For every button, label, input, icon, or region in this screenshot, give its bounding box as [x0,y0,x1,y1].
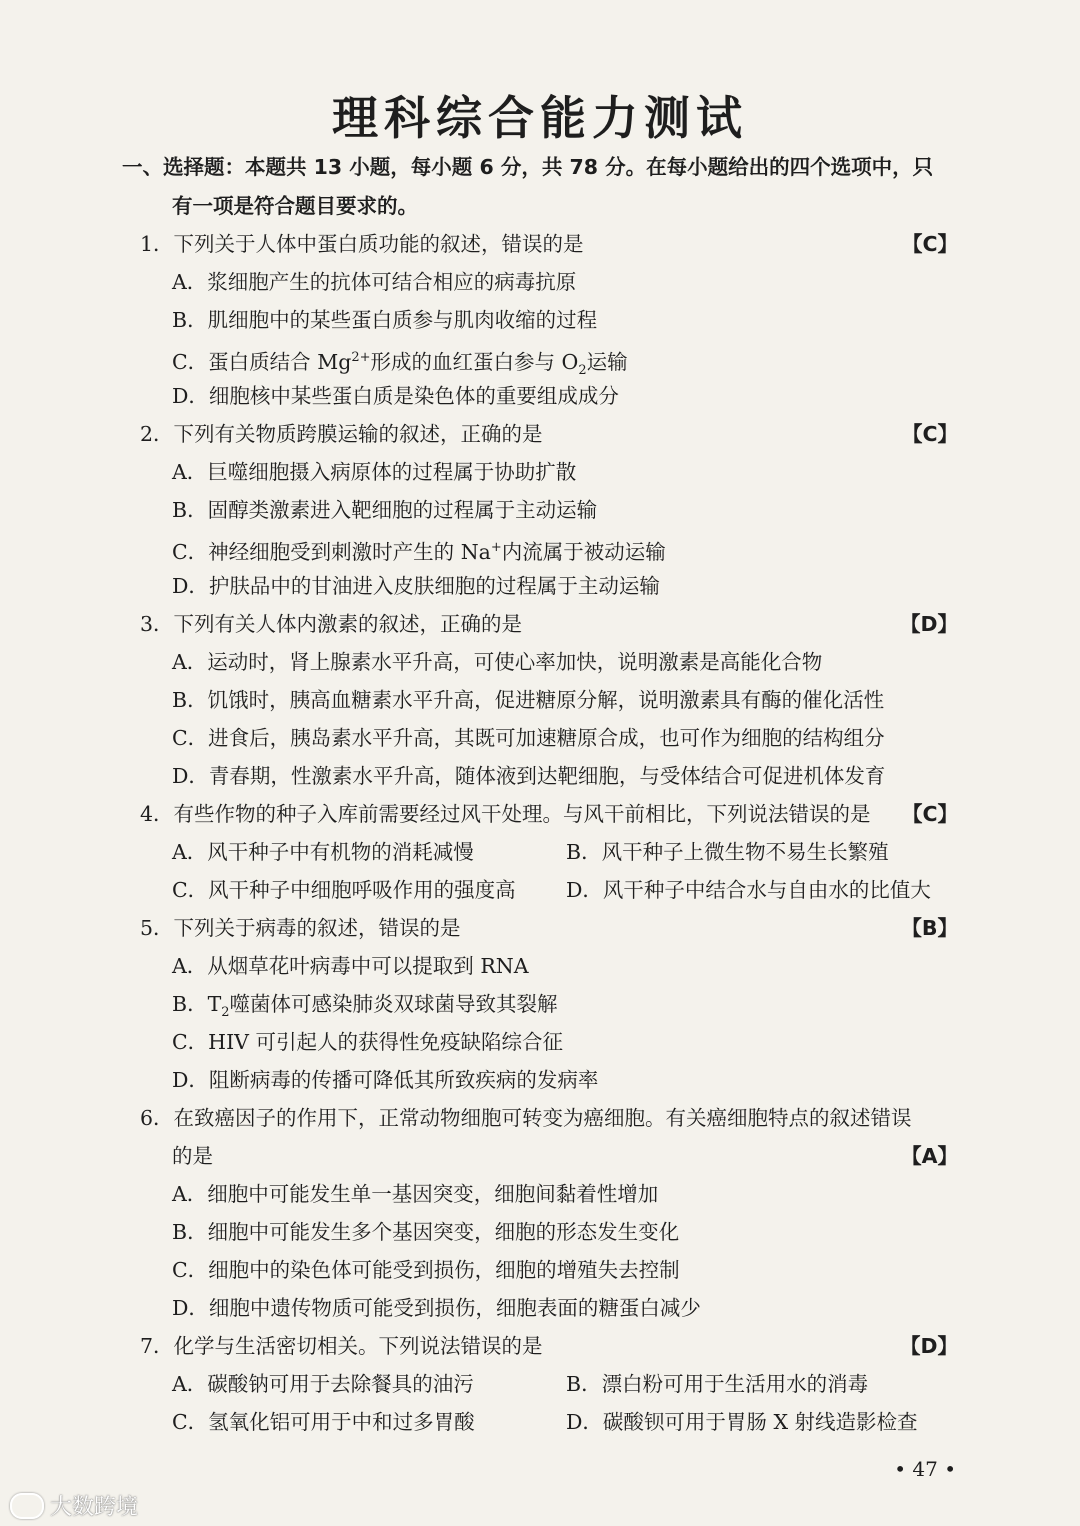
question-3-option-b: B．饥饿时，胰高血糖素水平升高，促进糖原分解，说明激素具有酶的催化活性 [172,688,885,712]
question-1-option-c: C．蛋白质结合 $Mg^{2+}$形成的血红蛋白参与 $O_2$运输 [172,349,628,378]
question-2-stem: 2．下列有关物质跨膜运输的叙述，正确的是 [140,422,543,446]
question-2-option-b: B．固醇类激素进入靶细胞的过程属于主动运输 [172,498,598,522]
question-6-stem-continued: 的是 [172,1144,213,1168]
question-3-answer: 【D】 [899,612,958,636]
question-7-option-a: A．碳酸钠可用于去除餐具的油污 [172,1372,474,1396]
question-3-option-a: A．运动时，肾上腺素水平升高，可使心率加快，说明激素是高能化合物 [172,650,823,674]
question-4-answer: 【C】 [901,802,958,826]
question-4-option-a: A．风干种子中有机物的消耗减慢 [172,840,474,864]
question-6-option-a: A．细胞中可能发生单一基因突变，细胞间黏着性增加 [172,1182,659,1206]
question-1-option-d: D．细胞核中某些蛋白质是染色体的重要组成成分 [172,384,619,408]
page-number: • 47 • [894,1457,956,1481]
question-4-stem: 4．有些作物的种子入库前需要经过风干处理。与风干前相比，下列说法错误的是 [140,802,871,826]
question-3-stem: 3．下列有关人体内激素的叙述，正确的是 [140,612,523,636]
question-7-option-b: B．漂白粉可用于生活用水的消毒 [566,1372,869,1396]
question-5-option-c: C．HIV 可引起人的获得性免疫缺陷综合征 [172,1030,563,1054]
watermark-logo-icon [10,1493,44,1519]
section-instructions-line2: 有一项是符合题目要求的。 [172,194,418,218]
question-7-stem: 7．化学与生活密切相关。下列说法错误的是 [140,1334,543,1358]
question-7-option-d: D．碳酸钡可用于胃肠 X 射线造影检查 [566,1410,918,1434]
question-5-option-a: A．从烟草花叶病毒中可以提取到 RNA [172,954,529,978]
question-6-option-b: B．细胞中可能发生多个基因突变，细胞的形态发生变化 [172,1220,680,1244]
question-2-answer: 【C】 [901,422,958,446]
question-2-option-a: A．巨噬细胞摄入病原体的过程属于协助扩散 [172,460,577,484]
watermark [10,1490,138,1521]
question-5-option-d: D．阻断病毒的传播可降低其所致疾病的发病率 [172,1068,599,1092]
question-1-stem: 1．下列关于人体中蛋白质功能的叙述，错误的是 [140,232,584,256]
question-2-option-c: C．神经细胞受到刺激时产生的 Na+内流属于被动运输 [172,539,666,564]
question-4-option-c: C．风干种子中细胞呼吸作用的强度高 [172,878,516,902]
question-4-option-d: D．风干种子中结合水与自由水的比值大 [566,878,931,902]
question-5-answer: 【B】 [901,916,958,940]
question-7-answer: 【D】 [899,1334,958,1358]
question-1-option-a: A．浆细胞产生的抗体可结合相应的病毒抗原 [172,270,577,294]
question-3-option-c: C．进食后，胰岛素水平升高，其既可加速糖原合成，也可作为细胞的结构组分 [172,726,885,750]
question-6-stem: 6．在致癌因子的作用下，正常动物细胞可转变为癌细胞。有关癌细胞特点的叙述错误 [140,1106,912,1130]
question-1-option-b: B．肌细胞中的某些蛋白质参与肌肉收缩的过程 [172,308,598,332]
page-title: 理科综合能力测试 [332,91,748,145]
question-2-option-d: D．护肤品中的甘油进入皮肤细胞的过程属于主动运输 [172,574,660,598]
question-6-answer: 【A】 [901,1144,958,1168]
question-6-option-c: C．细胞中的染色体可能受到损伤，细胞的增殖失去控制 [172,1258,680,1282]
question-4-option-b: B．风干种子上微生物不易生长繁殖 [566,840,889,864]
section-instructions-line1: 一、选择题：本题共 13 小题，每小题 6 分，共 78 分。在每小题给出的四个选项中，只 [122,155,934,179]
question-7-option-c: C．氢氧化铝可用于中和过多胃酸 [172,1410,475,1434]
question-6-option-d: D．细胞中遗传物质可能受到损伤，细胞表面的糖蛋白减少 [172,1296,701,1320]
question-1-answer: 【C】 [901,232,958,256]
watermark-text: 大数跨境 [50,1495,139,1520]
question-5-option-b: B．$T_2$噬菌体可感染肺炎双球菌导致其裂解 [172,992,558,1021]
question-3-option-d: D．青春期，性激素水平升高，随体液到达靶细胞，与受体结合可促进机体发育 [172,764,886,788]
question-5-stem: 5．下列关于病毒的叙述，错误的是 [140,916,461,940]
